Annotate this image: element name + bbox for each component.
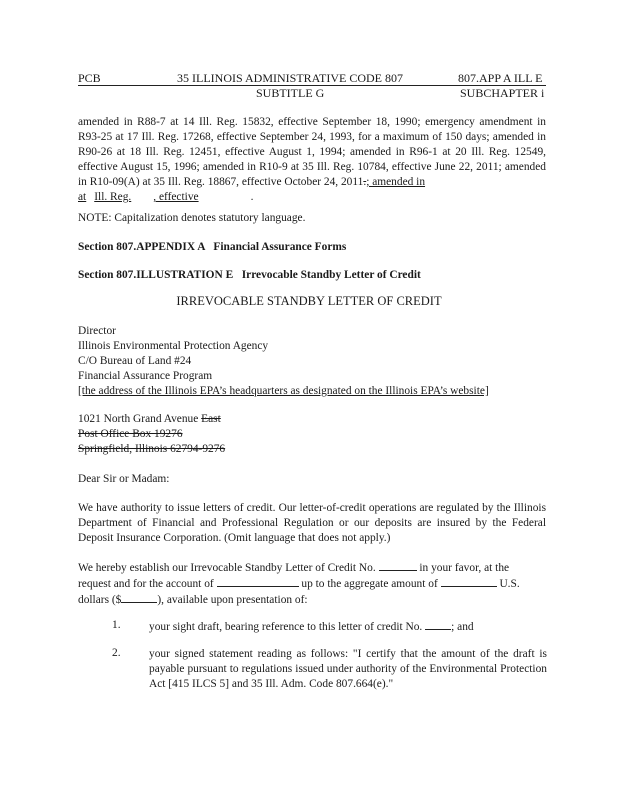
establish-paragraph	[78, 560, 546, 608]
item-1-text-b: ; and	[451, 621, 474, 633]
item-1-blank	[425, 619, 451, 630]
authority-paragraph: We have authority to issue letters of credit. Our letter-of-credit operations are regulated by the Illinois Department of Financial and Professional Regulation or our deposits are insured by the Federal Deposit Insurance Corporation. (Omit language that does not apply.)	[78, 502, 546, 544]
address-bureau: C/O Bureau of Land #24	[78, 355, 192, 367]
address-po-box-struck: Post Office Box 19276	[78, 428, 183, 440]
account-blank	[217, 576, 299, 587]
source-note-added: ; amended in	[366, 176, 426, 188]
establish-text-a: We hereby establish our Irrevocable Standby Letter of Credit No.	[78, 562, 376, 574]
establish-text-e: U.S.	[499, 578, 520, 590]
capitalization-note: NOTE: Capitalization denotes statutory language.	[78, 212, 306, 224]
amount-blank	[441, 576, 497, 587]
item-1-number: 1.	[112, 619, 121, 631]
establish-text-c: request and for the account of	[78, 578, 214, 590]
address-street-struck: East	[201, 413, 221, 425]
source-note-effective: , effective	[153, 191, 199, 203]
source-note-struck: .	[363, 176, 367, 188]
source-note-reg: Ill. Reg.	[94, 191, 132, 203]
address-director: Director	[78, 325, 116, 337]
section-appendix-heading: Section 807.APPENDIX A Financial Assurance Forms	[78, 241, 347, 253]
address-website-insert: [the address of the Illinois EPA’s headquarters as designated on the Illinois EPA’s website]	[78, 385, 489, 397]
item-2-number: 2.	[112, 647, 121, 659]
header-subtitle: SUBTITLE G	[256, 86, 325, 100]
salutation: Dear Sir or Madam:	[78, 473, 170, 485]
establish-text-d: up to the aggregate amount of	[301, 578, 438, 590]
header-subchapter: SUBCHAPTER i	[460, 86, 545, 100]
header-left: PCB	[78, 71, 101, 85]
establish-text-b: in your favor, at the	[419, 562, 510, 574]
header-right: 807.APP A ILL E	[458, 71, 543, 85]
source-note-end: .	[250, 191, 254, 203]
item-2-text: your signed statement reading as follows: "I certify that the amount of the draft is payable pursuant to regulations issued under authority of the Environmental Protection Act [415 ILCS 5] and 35 Ill. Adm. Code 807.664(e)."	[149, 648, 547, 690]
item-1-text	[149, 619, 547, 635]
section-illustration-heading: Section 807.ILLUSTRATION E Irrevocable Standby Letter of Credit	[78, 269, 421, 281]
item-1-text-a: your sight draft, bearing reference to this letter of credit No.	[149, 621, 423, 633]
document-title: IRREVOCABLE STANDBY LETTER OF CREDIT	[176, 294, 442, 308]
header-center: 35 ILLINOIS ADMINISTRATIVE CODE 807	[177, 71, 403, 85]
source-note	[78, 115, 546, 205]
establish-text-g: ), available upon presentation of:	[157, 594, 308, 606]
address-street	[78, 412, 221, 427]
address-program: Financial Assurance Program	[78, 370, 213, 382]
address-city-struck: Springfield, Illinois 62794-9276	[78, 443, 226, 455]
letter-no-blank	[379, 560, 417, 571]
dollars-blank	[121, 592, 157, 603]
address-street-kept: 1021 North Grand Avenue	[78, 413, 199, 425]
address-agency: Illinois Environmental Protection Agency	[78, 340, 269, 352]
source-note-at: at	[78, 191, 87, 203]
establish-text-f: dollars ($	[78, 594, 122, 606]
source-note-main: amended in R88-7 at 14 Ill. Reg. 15832, effective September 18, 1990; emergency amendment in R93-25 at 17 Ill. Reg. 17268, effective September 24, 1993, for a maximum of 150 days; amended in R90-26 at 18 Ill. Reg. 12451, effective August 1, 1994; amended in R96-1 at 20 Ill. Reg. 12549, effective August 15, 1996; amended in R10-9 at 35 Ill. Reg. 10784, effective June 22, 2011; amended in R10-09(A) at 35 Ill. Reg. 18867, effective October 24, 2011	[78, 116, 546, 188]
